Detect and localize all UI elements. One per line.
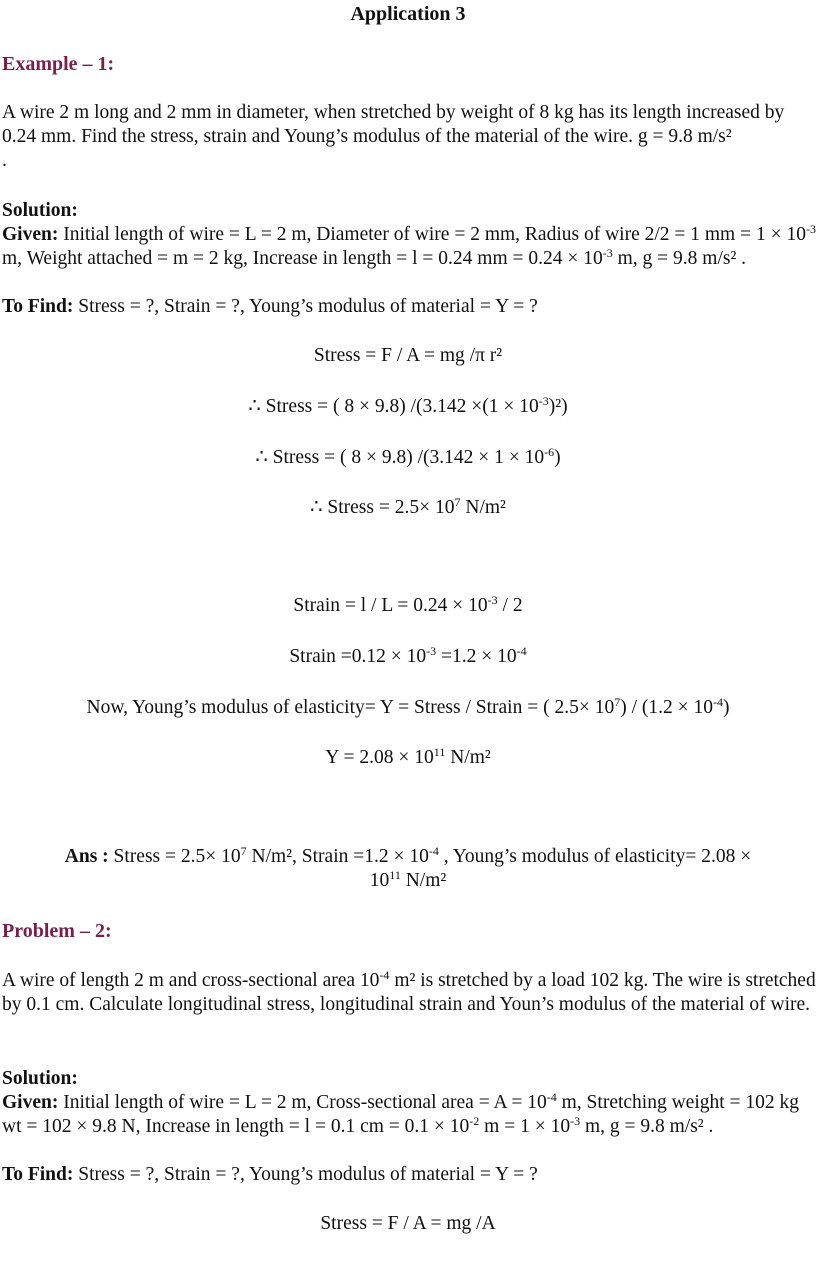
equation-stress-simplified xyxy=(0,446,816,470)
problem-2-solution-label: Solution: xyxy=(2,1068,78,1089)
ans-text-a: Stress = 2.5× 10 xyxy=(108,846,241,867)
ans-exp-1: 7 xyxy=(240,844,247,858)
p2-given-text-c: m = 1 × 10 xyxy=(479,1116,571,1137)
eq5-exp: -3 xyxy=(487,593,498,607)
p2-given-text-a: Initial length of wire = L = 2 m, Cross-sectional area = A = 10 xyxy=(58,1092,547,1113)
problem-2-equation-stress-formula: Stress = F / A = mg /A xyxy=(320,1213,496,1234)
eq6-text-b: =1.2 × 10 xyxy=(436,646,517,667)
example-1-heading: Example – 1: xyxy=(2,53,115,75)
eq7-text-b: ) / (1.2 × 10 xyxy=(620,697,713,718)
ans-exp-3: 11 xyxy=(389,868,401,882)
eq8-text-b: N/m² xyxy=(445,747,491,768)
p2-given-text-b: m, Stretching weight = 102 kg wt = 102 × 9.8 N, Increase in length = l = 0.1 cm = 0.1 × 10 xyxy=(2,1092,800,1137)
ans-text-c: , Young’s modulus of elasticity= 2.08 × xyxy=(438,846,752,867)
eq6-exp-1: -3 xyxy=(426,644,437,658)
eq3-exp: -6 xyxy=(544,445,555,459)
eq7-text-a: Now, Young’s modulus of elasticity= Y = Stress / Strain = ( 2.5× 10 xyxy=(86,697,615,718)
p2-given-exp-1: -4 xyxy=(546,1090,557,1104)
eq2-text-b: )²) xyxy=(548,396,568,417)
example-1-solution-label: Solution: xyxy=(2,200,78,221)
given-exp-b: -3 xyxy=(602,246,613,260)
p2-tofind-text: Stress = ?, Strain = ?, Young’s modulus of material = Y = ? xyxy=(73,1164,538,1185)
given-text-c: m, g = 9.8 m/s² . xyxy=(612,248,747,269)
example-1-tofind xyxy=(0,295,816,319)
given-text-b: m, Weight attached = m = 2 kg, Increase in length = l = 0.24 mm = 0.24 × 10 xyxy=(2,248,603,269)
example-1-given xyxy=(0,223,816,271)
problem-2-heading: Problem – 2: xyxy=(2,920,112,942)
p2-given-label: Given: xyxy=(2,1092,59,1113)
equation-stress-substitution xyxy=(0,395,816,419)
eq5-text-b: / 2 xyxy=(497,595,523,616)
ans-text-e: N/m² xyxy=(400,870,447,891)
p2-given-exp-2: -2 xyxy=(469,1114,480,1128)
tofind-label: To Find: xyxy=(2,296,74,317)
eq4-text-a: ∴ Stress = 2.5× 10 xyxy=(310,497,455,518)
eq3-text-a: ∴ Stress = ( 8 × 9.8) /(3.142 × 1 × 10 xyxy=(255,447,545,468)
example-1-answer xyxy=(0,845,816,893)
page-title: Application 3 xyxy=(350,3,466,25)
eq4-exp: 7 xyxy=(454,495,461,509)
example-1-question-dot: . xyxy=(2,150,7,171)
p2-question-exp: -4 xyxy=(379,968,390,982)
ans-exp-2: -4 xyxy=(428,844,439,858)
eq5-text-a: Strain = l / L = 0.24 × 10 xyxy=(293,595,488,616)
eq7-text-c: ) xyxy=(722,697,730,718)
equation-strain-formula xyxy=(0,594,816,618)
eq7-exp-2: -4 xyxy=(712,695,723,709)
equation-youngs-modulus-formula xyxy=(0,696,816,720)
answer-label: Ans : xyxy=(64,846,109,867)
eq2-exp: -3 xyxy=(538,394,549,408)
eq4-text-b: N/m² xyxy=(460,497,506,518)
eq8-exp: 11 xyxy=(433,745,446,759)
example-1-question xyxy=(0,101,816,173)
eq6-exp-2: -4 xyxy=(516,644,527,658)
p2-given-exp-3: -3 xyxy=(570,1114,581,1128)
given-exp-a: -3 xyxy=(805,222,816,236)
given-text-a: Initial length of wire = L = 2 m, Diameter of wire = 2 mm, Radius of wire 2/2 = 1 mm = 1 × 10 xyxy=(58,224,806,245)
equation-stress-result xyxy=(0,496,816,520)
problem-2-given xyxy=(0,1091,816,1139)
p2-question-text-a: A wire of length 2 m and cross-sectional area 10 xyxy=(2,970,380,991)
tofind-text: Stress = ?, Strain = ?, Young’s modulus of material = Y = ? xyxy=(73,296,538,317)
problem-2-question xyxy=(0,969,816,1017)
eq8-text-a: Y = 2.08 × 10 xyxy=(325,747,434,768)
ans-text-b: N/m², Strain =1.2 × 10 xyxy=(246,846,429,867)
given-label: Given: xyxy=(2,224,59,245)
ans-text-d: 10 xyxy=(369,870,390,891)
equation-youngs-modulus-result xyxy=(0,746,816,770)
p2-given-text-d: m, g = 9.8 m/s² . xyxy=(580,1116,714,1137)
equation-stress-formula: Stress = F / A = mg /π r² xyxy=(313,345,503,366)
eq7-exp-1: 7 xyxy=(614,695,621,709)
eq2-text-a: ∴ Stress = ( 8 × 9.8) /(3.142 ×(1 × 10 xyxy=(248,396,539,417)
equation-strain-result xyxy=(0,645,816,669)
example-1-question-text: A wire 2 m long and 2 mm in diameter, when stretched by weight of 8 kg has its length increased by 0.24 mm. Find the stress, strain and Young’s modulus of the material of the wire. g = 9.8 m/s² xyxy=(2,102,785,147)
eq3-text-b: ) xyxy=(554,447,561,468)
p2-tofind-label: To Find: xyxy=(2,1164,74,1185)
p2-question-text-b: m² is stretched by a load 102 kg. The wire is stretched by 0.1 cm. Calculate longitudinal stress, longitudinal strain and Youn’s modulus of the material of wire. xyxy=(2,970,816,1015)
problem-2-tofind xyxy=(0,1163,816,1187)
eq6-text-a: Strain =0.12 × 10 xyxy=(289,646,427,667)
